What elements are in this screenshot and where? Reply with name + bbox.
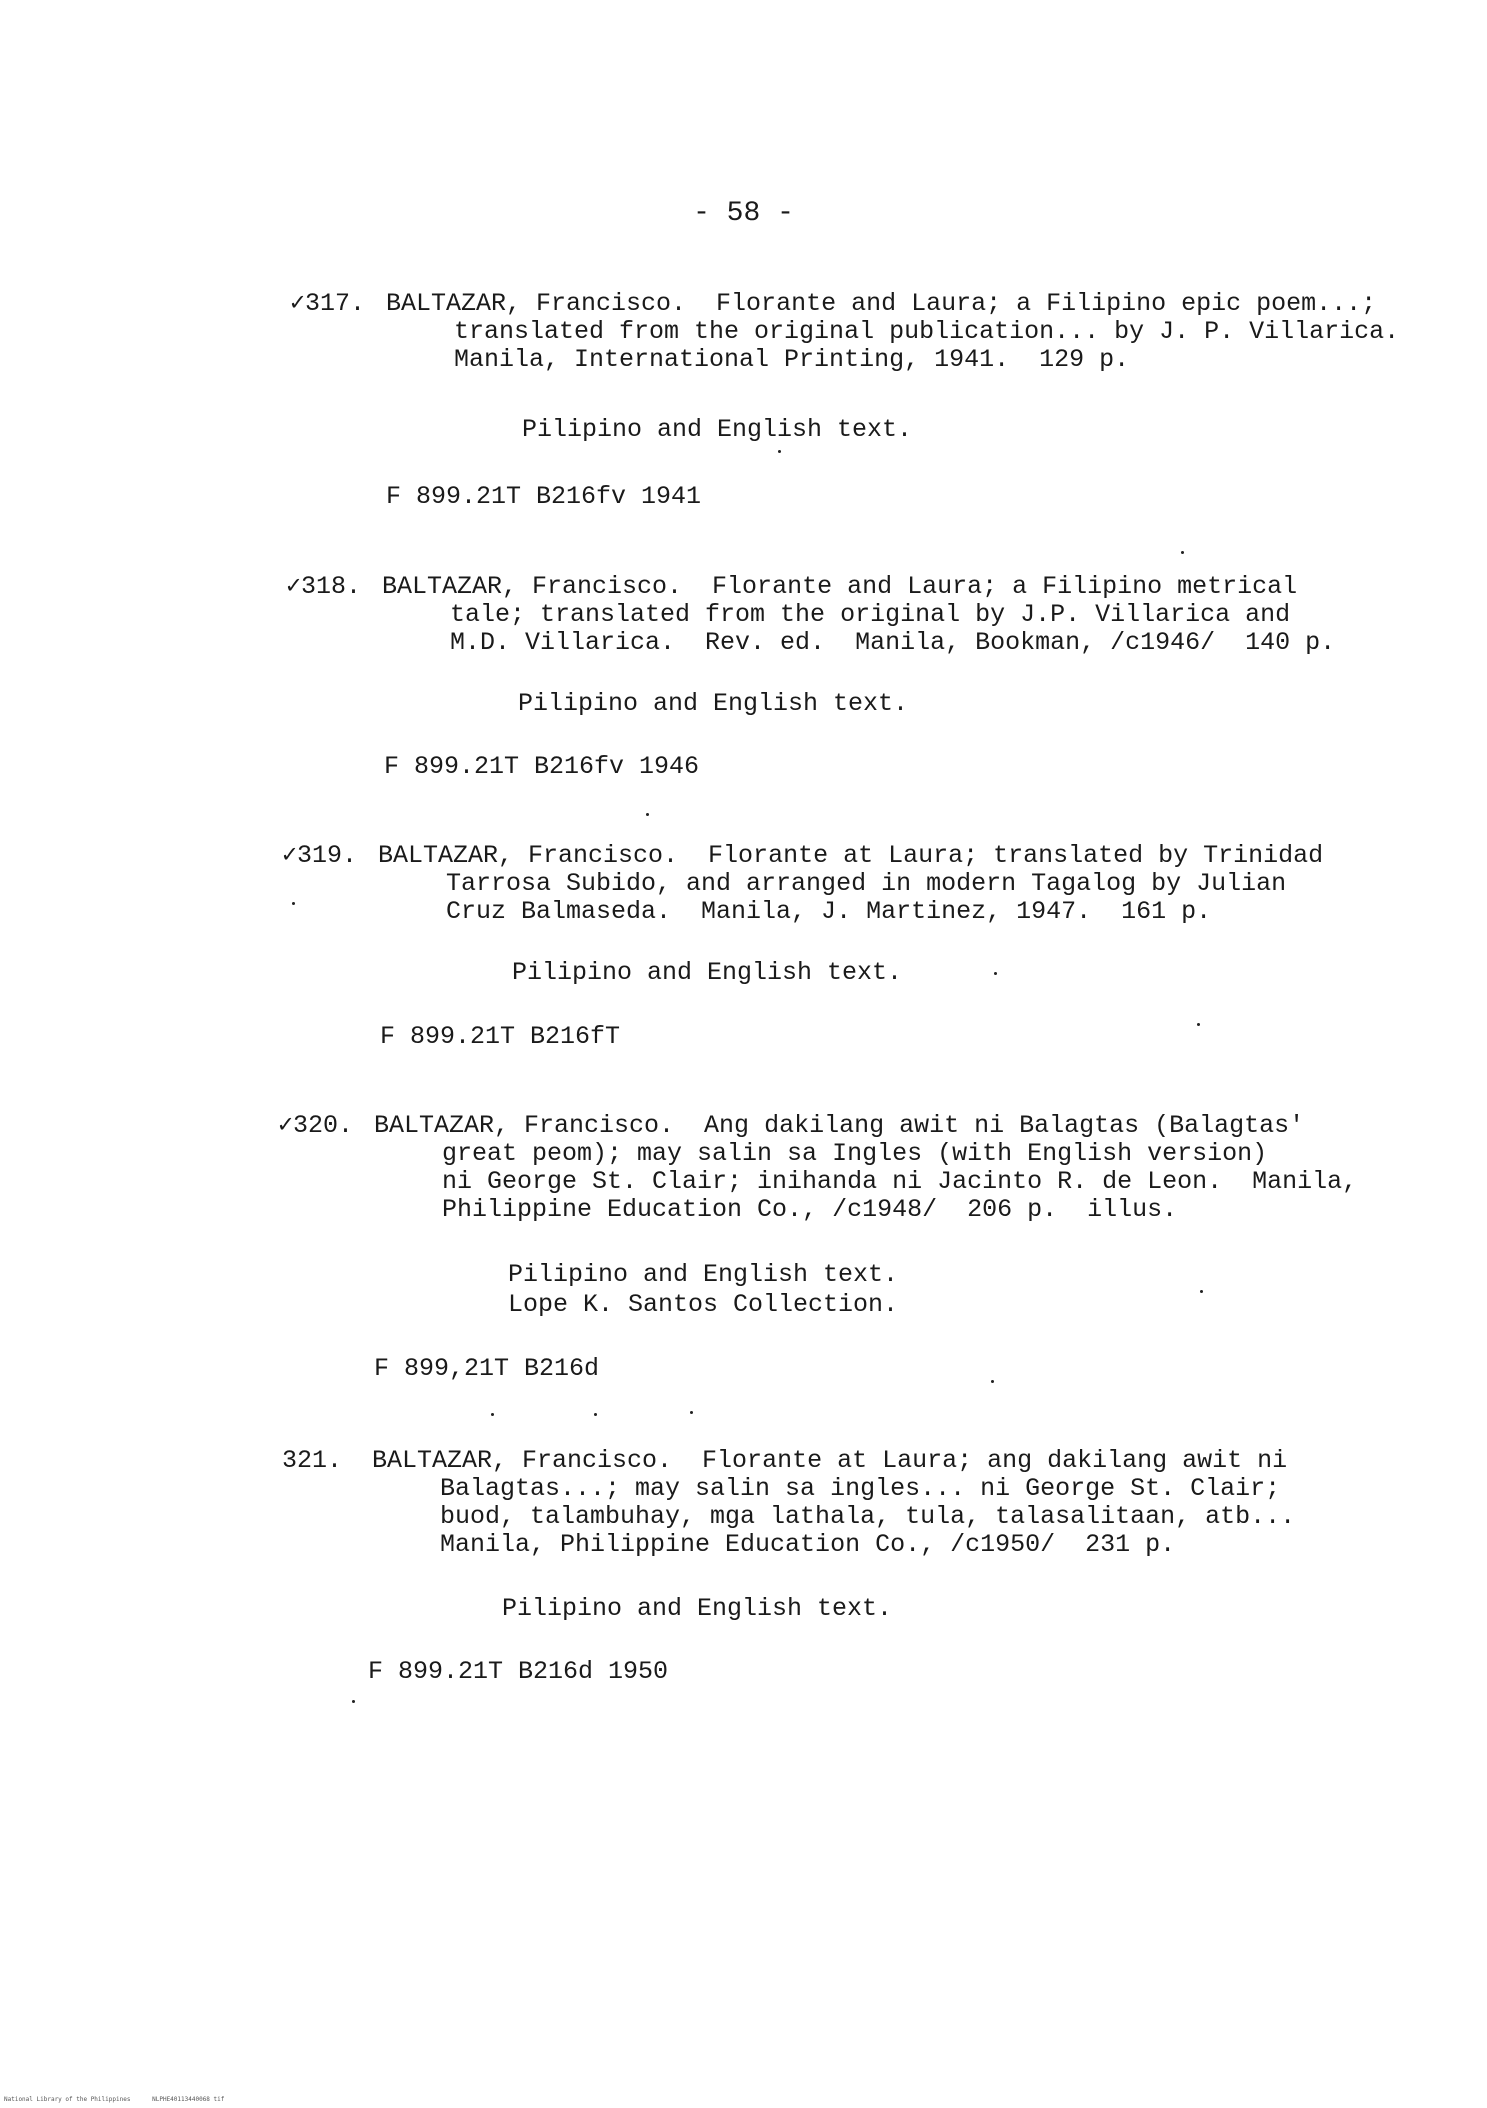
scan-speck — [778, 450, 781, 453]
scan-speck — [292, 902, 295, 905]
footer-right: NLPHE40113440068 tif — [152, 2096, 225, 2103]
entry-number: ✓319. — [282, 841, 358, 870]
entry-line: Balagtas...; may salin sa ingles... ni George St. Clair; — [440, 1474, 1281, 1503]
entry-note: Pilipino and English text. — [518, 689, 909, 718]
entry-note: Lope K. Santos Collection. — [508, 1290, 899, 1319]
entry-line: buod, talambuhay, mga lathala, tula, talasalitaan, atb... — [440, 1502, 1296, 1531]
scan-speck — [991, 1380, 994, 1383]
call-number: F 899.21T B216fT — [380, 1022, 621, 1051]
entry-line: BALTAZAR, Francisco. Florante at Laura; translated by Trinidad — [378, 841, 1324, 870]
footer-left: National Library of the Philippines — [4, 2096, 131, 2103]
entry-line: BALTAZAR, Francisco. Ang dakilang awit ni Balagtas (Balagtas' — [374, 1111, 1305, 1140]
entry-number: 321. — [282, 1446, 343, 1475]
call-number: F 899.21T B216fv 1946 — [384, 752, 700, 781]
scan-speck — [690, 1411, 693, 1414]
entry-line: BALTAZAR, Francisco. Florante and Laura; a Filipino epic poem...; — [386, 289, 1377, 318]
page-number: - 58 - — [693, 198, 794, 229]
footer — [4, 2096, 224, 2103]
entry-line: Manila, International Printing, 1941. 129 p. — [454, 345, 1130, 374]
call-number: F 899.21T B216fv 1941 — [386, 482, 702, 511]
entry-number: ✓320. — [278, 1111, 354, 1140]
entry-note: Pilipino and English text. — [512, 958, 903, 987]
entry-line: tale; translated from the original by J.P. Villarica and — [450, 600, 1291, 629]
entry-line: M.D. Villarica. Rev. ed. Manila, Bookman, /c1946/ 140 p. — [450, 628, 1336, 657]
scan-speck — [1181, 551, 1184, 554]
entry-line: BALTAZAR, Francisco. Florante at Laura; ang dakilang awit ni — [372, 1446, 1288, 1475]
entry-line: Cruz Balmaseda. Manila, J. Martinez, 1947. 161 p. — [446, 897, 1212, 926]
scan-speck — [491, 1413, 494, 1416]
entry-line: Tarrosa Subido, and arranged in modern Tagalog by Julian — [446, 869, 1287, 898]
scan-speck — [1200, 1290, 1203, 1293]
entry-line: Manila, Philippine Education Co., /c1950/ 231 p. — [440, 1530, 1176, 1559]
entry-note: Pilipino and English text. — [502, 1594, 893, 1623]
scan-speck — [646, 813, 649, 816]
scan-speck — [352, 1700, 355, 1703]
entry-line: great peom); may salin sa Ingles (with English version) — [442, 1139, 1268, 1168]
entry-note: Pilipino and English text. — [522, 415, 913, 444]
scan-speck — [1197, 1023, 1200, 1026]
call-number: F 899,21T B216d — [374, 1354, 600, 1383]
scan-speck — [994, 972, 997, 975]
entry-line: BALTAZAR, Francisco. Florante and Laura; a Filipino metrical — [382, 572, 1298, 601]
entry-number: ✓318. — [286, 572, 362, 601]
call-number: F 899.21T B216d 1950 — [368, 1657, 669, 1686]
scan-speck — [594, 1413, 597, 1416]
entry-number: ✓317. — [290, 289, 366, 318]
entry-line: Philippine Education Co., /c1948/ 206 p. illus. — [442, 1195, 1178, 1224]
entry-line: ni George St. Clair; inihanda ni Jacinto R. de Leon. Manila, — [442, 1167, 1358, 1196]
entry-line: translated from the original publication... by J. P. Villarica. — [454, 317, 1400, 346]
entry-note: Pilipino and English text. — [508, 1260, 899, 1289]
